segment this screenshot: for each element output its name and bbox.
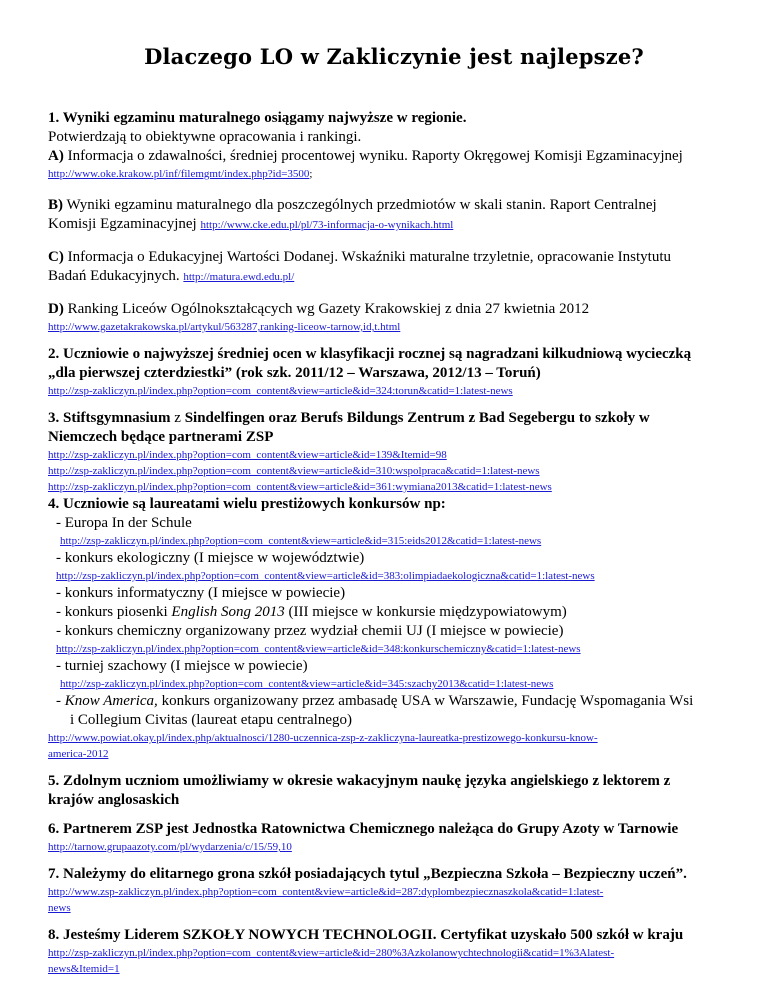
link-eids[interactable]: http://zsp-zakliczyn.pl/index.php?option=com_content&view=article&id=315:eids2012&catid=1:latest-news [60, 535, 542, 547]
label-b: B) [48, 197, 63, 213]
link-ecology[interactable]: http://zsp-zakliczyn.pl/index.php?option=com_content&view=article&id=383:olimpiadaekologiczna&catid=1:latest-news [56, 570, 595, 582]
link-oke[interactable]: http://www.oke.krakow.pl/inf/filemgmt/index.php?id=3500 [48, 168, 310, 180]
section-1c-desc2: Badań Edukacyjnych. [48, 268, 184, 284]
section-1c-text [48, 248, 740, 267]
section-3-heading-2: Niemczech będące partnerami ZSP [48, 429, 274, 445]
contest-chemistry: - konkurs chemiczny organizowany przez wydział chemii UJ (I miejsce w powiecie) [56, 623, 564, 639]
section-1b-desc2: Komisji Egzaminacyjnej [48, 216, 201, 232]
contest-europa: - Europa In der Schule [56, 515, 192, 531]
section-3-link-line-1 [48, 447, 740, 463]
link-know-america-2[interactable]: america-2012 [48, 748, 109, 760]
link-safe-school-2[interactable]: news [48, 902, 71, 914]
section-1b-desc: Wyniki egzaminu maturalnego dla poszczególnych przedmiotów w skali stanin. Raport Centralnej [63, 197, 657, 213]
section-7-link-line-2 [48, 900, 740, 916]
section-3-heading [48, 409, 740, 428]
section-2-heading-2: „dla pierwszej czterdziestki” (rok szk. 2011/12 – Warszawa, 2012/13 – Toruń) [48, 365, 541, 381]
section-5-heading: 5. Zdolnym uczniom umożliwiamy w okresie wakacyjnym naukę języka angielskiego z lektorem z [48, 773, 671, 789]
section-1-heading: 1. Wyniki egzaminu maturalnego osiągamy najwyższe w regionie. [48, 110, 467, 126]
section-1b-text2 [48, 215, 740, 234]
link-safe-school[interactable]: http://www.zsp-zakliczyn.pl/index.php?option=com_content&view=article&id=287:dyplombezpiecznaszkola&catid=1:latest- [48, 886, 604, 898]
contest-know-america-title: - Know America, [56, 693, 158, 709]
link-partner-3[interactable]: http://zsp-zakliczyn.pl/index.php?option=com_content&view=article&id=361:wymiana2013&catid=1:latest-news [48, 481, 552, 493]
section-1-subline: Potwierdzają to obiektywne opracowania i rankingi. [48, 129, 362, 145]
section-2-link-line [48, 383, 740, 399]
section-3-link-line-2 [48, 463, 740, 479]
contest-chemistry-link-line [48, 641, 740, 657]
contest-know-america-2: i Collegium Civitas (laureat etapu centralnego) [70, 712, 352, 728]
contest-know-america-link-line-2 [48, 746, 740, 762]
contest-song-c: (III miejsce w konkursie międzypowiatowym) [284, 604, 567, 620]
contest-know-america-desc: konkurs organizowany przez ambasadę USA w Warszawie, Fundację Wspomagania Wsi [157, 693, 694, 709]
section-8-link-line-2 [48, 961, 740, 977]
contest-chess-link-line [48, 676, 740, 692]
link-partner-2[interactable]: http://zsp-zakliczyn.pl/index.php?option=com_content&view=article&id=310:wspolpraca&catid=1:latest-news [48, 465, 540, 477]
document-body [48, 109, 740, 977]
link-ewd[interactable]: http://matura.ewd.edu.pl/ [183, 271, 295, 283]
link-torun[interactable]: http://zsp-zakliczyn.pl/index.php?option=com_content&view=article&id=324:torun&catid=1:latest-news [48, 385, 513, 397]
link-suffix: ; [309, 168, 313, 180]
contest-it: - konkurs informatyczny (I miejsce w powiecie) [56, 585, 346, 601]
link-azoty[interactable]: http://tarnow.grupaazoty.com/pl/wydarzenia/c/15/59,10 [48, 841, 292, 853]
contest-ecology-link-line [48, 568, 740, 584]
section-1d-link-line [48, 319, 740, 335]
section-1b-text [48, 196, 740, 215]
label-a: A) [48, 148, 64, 164]
section-6-heading: 6. Partnerem ZSP jest Jednostka Ratownictwa Chemicznego należąca do Grupy Azoty w Tarnowie [48, 821, 679, 837]
contest-know-america-link-line [48, 730, 740, 746]
contest-ecology: - konkurs ekologiczny (I miejsce w województwie) [56, 550, 365, 566]
section-3-part-b: z [174, 410, 181, 426]
contest-know-america [48, 692, 740, 711]
contest-europa-link-line [48, 533, 740, 549]
link-know-america[interactable]: http://www.powiat.okay.pl/index.php/aktualnosci/1280-uczennica-zsp-z-zakliczyna-laureatka-prestizowego-konkursu-know- [48, 732, 598, 744]
link-new-tech-2[interactable]: news&Itemid=1 [48, 963, 120, 975]
link-gazeta[interactable]: http://www.gazetakrakowska.pl/artykul/563287,ranking-liceow-tarnow,id,t.html [48, 321, 401, 333]
section-1a-desc: Informacja o zdawalności, średniej procentowej wyniku. Raporty Okręgowej Komisji Egzaminacyjnej [63, 148, 683, 164]
link-cke[interactable]: http://www.cke.edu.pl/pl/73-informacja-o-wynikach.html [200, 219, 454, 231]
contest-song [48, 603, 740, 622]
section-4-heading: 4. Uczniowie są laureatami wielu prestiżowych konkursów np: [48, 496, 446, 512]
section-8-heading: 8. Jesteśmy Liderem SZKOŁY NOWYCH TECHNOLOGII. Certyfikat uzyskało 500 szkół w kraju [48, 927, 684, 943]
link-chess[interactable]: http://zsp-zakliczyn.pl/index.php?option=com_content&view=article&id=345:szachy2013&catid=1:latest-news [60, 678, 554, 690]
section-7-heading: 7. Należymy do elitarnego grona szkół posiadających tytul „Bezpieczna Szkoła – Bezpieczny uczeń”. [48, 866, 687, 882]
link-new-tech[interactable]: http://zsp-zakliczyn.pl/index.php?option=com_content&view=article&id=280%3Azkolanowychtechnologii&catid=1%3Alatest- [48, 947, 615, 959]
section-1a-text [48, 147, 740, 166]
label-c: C) [48, 249, 64, 265]
section-5-heading-2: krajów anglosaskich [48, 792, 180, 808]
contest-chess: - turniej szachowy (I miejsce w powiecie) [56, 658, 308, 674]
link-chemistry[interactable]: http://zsp-zakliczyn.pl/index.php?option=com_content&view=article&id=348:konkurschemiczny&catid=1:latest-news [56, 643, 581, 655]
contest-song-title: English Song 2013 [171, 604, 285, 620]
page-title: Dlaczego LO w Zakliczynie jest najlepsze? [144, 44, 644, 69]
label-d: D) [48, 301, 64, 317]
section-1d-desc: Ranking Liceów Ogólnokształcących wg Gazety Krakowskiej z dnia 27 kwietnia 2012 [63, 301, 590, 317]
section-6-link-line [48, 839, 740, 855]
link-partner-1[interactable]: http://zsp-zakliczyn.pl/index.php?option=com_content&view=article&id=139&Itemid=98 [48, 449, 447, 461]
section-8-link-line [48, 945, 740, 961]
section-3-part-a: 3. Stiftsgymnasium [48, 410, 175, 426]
contest-song-a: - konkurs piosenki [56, 604, 172, 620]
section-1c-text2 [48, 267, 740, 286]
section-1a-link-line [48, 166, 740, 182]
section-2-heading: 2. Uczniowie o najwyższej średniej ocen w klasyfikacji rocznej są nagradzani kilkudniową wycieczką [48, 346, 692, 362]
section-1d-text [48, 300, 740, 319]
section-3-part-c: Sindelfingen oraz Berufs Bildungs Zentrum z Bad Segebergu to szkoły w [180, 410, 650, 426]
section-7-link-line [48, 884, 740, 900]
section-3-link-line-3 [48, 479, 740, 495]
section-1c-desc: Informacja o Edukacyjnej Wartości Dodanej. Wskaźniki maturalne trzyletnie, opracowanie Instytutu [63, 249, 672, 265]
